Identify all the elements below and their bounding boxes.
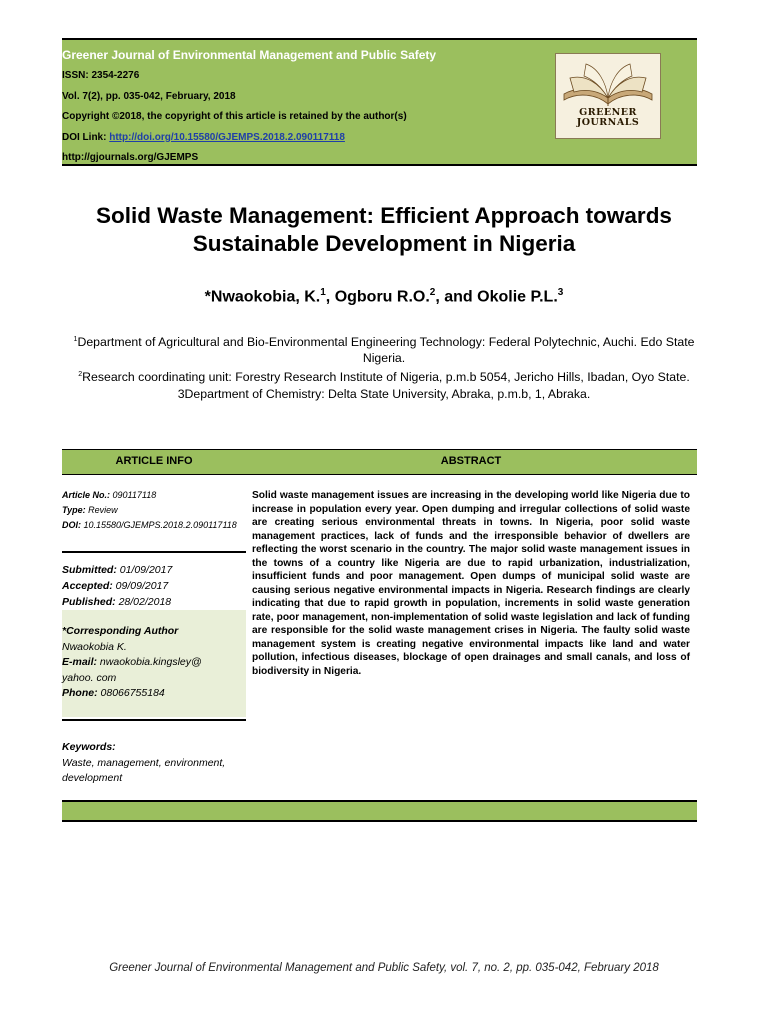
article-no-label: Article No.: xyxy=(62,490,111,500)
author-sep-1: , xyxy=(325,288,335,306)
abstract-text: Solid waste management issues are increasing in the developing world like Nigeria due to increase in population every year. Open dumping and irregular collections of solid waste are creating serious environmental threats in towns. In Nigeria, poor solid waste management practices, lack of funds and the irresponsible behavior of dwellers are reflecting the worst scenario in the country. The major solid waste management issues in the towns of a country like Nigeria are due to rapid urbanization, industrialization, insufficient funds and poor management. Open dumps of municipal solid waste are causing serious negative environmental impacts in Nigeria. Research findings are clearly indicating that due to rapid growth in population, increments in solid waste generation rate, poor management, non-implementation of solid waste legislation and lack of funding are responsible for the solid waste management crises in Nigeria. The faulty solid waste management system is creating negative environmental impacts like land and water pollution, infectious diseases, blockage of open drainages and small canals, and loss of biodiversity in Nigeria. xyxy=(252,490,690,677)
article-info-column xyxy=(62,488,246,784)
article-no-value: 090117118 xyxy=(110,490,157,500)
published-row xyxy=(62,594,246,610)
doi-label: DOI Link: xyxy=(62,131,110,143)
published-label: Published: xyxy=(62,596,116,608)
title-line-2: Sustainable Development in Nigeria xyxy=(192,231,576,256)
affiliation-1-sup: 1 xyxy=(73,336,78,343)
accepted-row xyxy=(62,578,246,594)
affiliation-2-sup: 2 xyxy=(78,371,83,379)
doi-line xyxy=(62,128,436,149)
doi-row xyxy=(62,518,246,533)
email-value-2[interactable]: yahoo. com xyxy=(62,671,117,684)
logo-line-2: JOURNALS xyxy=(576,117,640,128)
author-list xyxy=(40,287,728,306)
article-meta xyxy=(62,488,246,533)
journal-name: Greener Journal of Environmental Management and Public Safety xyxy=(62,48,437,62)
author-3: Okolie P.L. xyxy=(477,288,558,306)
dates-block xyxy=(62,562,246,610)
header-info xyxy=(62,44,436,169)
email-value-1[interactable]: nwaokobia.kingsley@ xyxy=(97,656,202,668)
author-2-sup: 2 xyxy=(429,287,436,298)
published-value: 28/02/2018 xyxy=(115,596,172,608)
submitted-row xyxy=(62,562,246,578)
author-1: *Nwaokobia, K. xyxy=(204,288,321,306)
affiliation-1 xyxy=(52,332,716,366)
author-sep-2: , and xyxy=(435,288,478,306)
submitted-value: 01/09/2017 xyxy=(116,564,173,576)
accepted-label: Accepted: xyxy=(62,580,113,592)
author-1-sup: 1 xyxy=(320,287,326,298)
copyright: Copyright ©2018, the copyright of this article is retained by the author(s) xyxy=(62,111,407,122)
corr-label-row xyxy=(62,624,246,640)
bottom-bar xyxy=(62,800,697,822)
affiliations xyxy=(52,332,716,403)
affiliation-2-text: Research coordinating unit: Forestry Research Institute of Nigeria, p.m.b 5054, Jericho Hills, Ibadan, Oyo State. xyxy=(82,370,690,385)
corresponding-author-block xyxy=(62,610,246,717)
article-info-heading: ARTICLE INFO xyxy=(115,455,193,467)
paper-title xyxy=(40,202,728,258)
type-row xyxy=(62,503,246,518)
page-footer: Greener Journal of Environmental Management and Public Safety, vol. 7, no. 2, pp. 035-042, February 2018 xyxy=(109,962,659,974)
type-label: Type: xyxy=(62,505,86,515)
accepted-value: 09/09/2017 xyxy=(112,580,169,592)
keywords-block xyxy=(62,740,246,787)
keywords-value: Waste, management, environment, development xyxy=(62,756,226,784)
keywords-label-row xyxy=(62,740,246,756)
abstract-heading: ABSTRACT xyxy=(440,455,502,467)
journal-header xyxy=(62,38,697,166)
journal-url[interactable]: http://gjournals.org/GJEMPS xyxy=(62,152,199,163)
volume-info: Vol. 7(2), pp. 035-042, February, 2018 xyxy=(62,90,236,102)
affiliation-3: 3Department of Chemistry: Delta State University, Abraka, p.m.b, 1, Abraka. xyxy=(177,387,591,402)
affiliation-2 xyxy=(52,367,716,385)
submitted-label: Submitted: xyxy=(62,564,117,576)
author-3-sup: 3 xyxy=(557,287,564,298)
divider xyxy=(62,719,246,721)
section-header-bar xyxy=(62,449,697,475)
phone-row xyxy=(62,686,246,702)
corr-label: *Corresponding Author xyxy=(62,625,179,637)
corr-name: Nwaokobia K. xyxy=(62,640,127,653)
doi-row-value: 10.15580/GJEMPS.2018.2.090117118 xyxy=(81,520,237,530)
type-value: Review xyxy=(85,505,118,515)
logo-text xyxy=(558,108,658,128)
keywords-label: Keywords: xyxy=(62,741,116,753)
phone-label: Phone: xyxy=(62,687,98,699)
issn: ISSN: 2354-2276 xyxy=(62,70,140,81)
email-label: E-mail: xyxy=(62,656,98,668)
doi-link[interactable]: http://doi.org/10.15580/GJEMPS.2018.2.090117118 xyxy=(109,131,345,143)
title-line-1: Solid Waste Management: Efficient Approach towards xyxy=(96,203,672,228)
affiliation-1-text: Department of Agricultural and Bio-Environmental Engineering Technology: Federal Polytechnic, Auchi. Edo State Nigeria. xyxy=(77,335,695,366)
phone-value: 08066755184 xyxy=(97,687,165,699)
divider xyxy=(62,551,246,553)
logo-line-1: GREENER xyxy=(579,107,637,118)
email-row xyxy=(62,655,246,671)
article-no-row xyxy=(62,488,246,503)
journal-logo xyxy=(555,53,661,139)
author-2: Ogboru R.O. xyxy=(334,288,430,306)
doi-row-label: DOI: xyxy=(62,520,81,530)
